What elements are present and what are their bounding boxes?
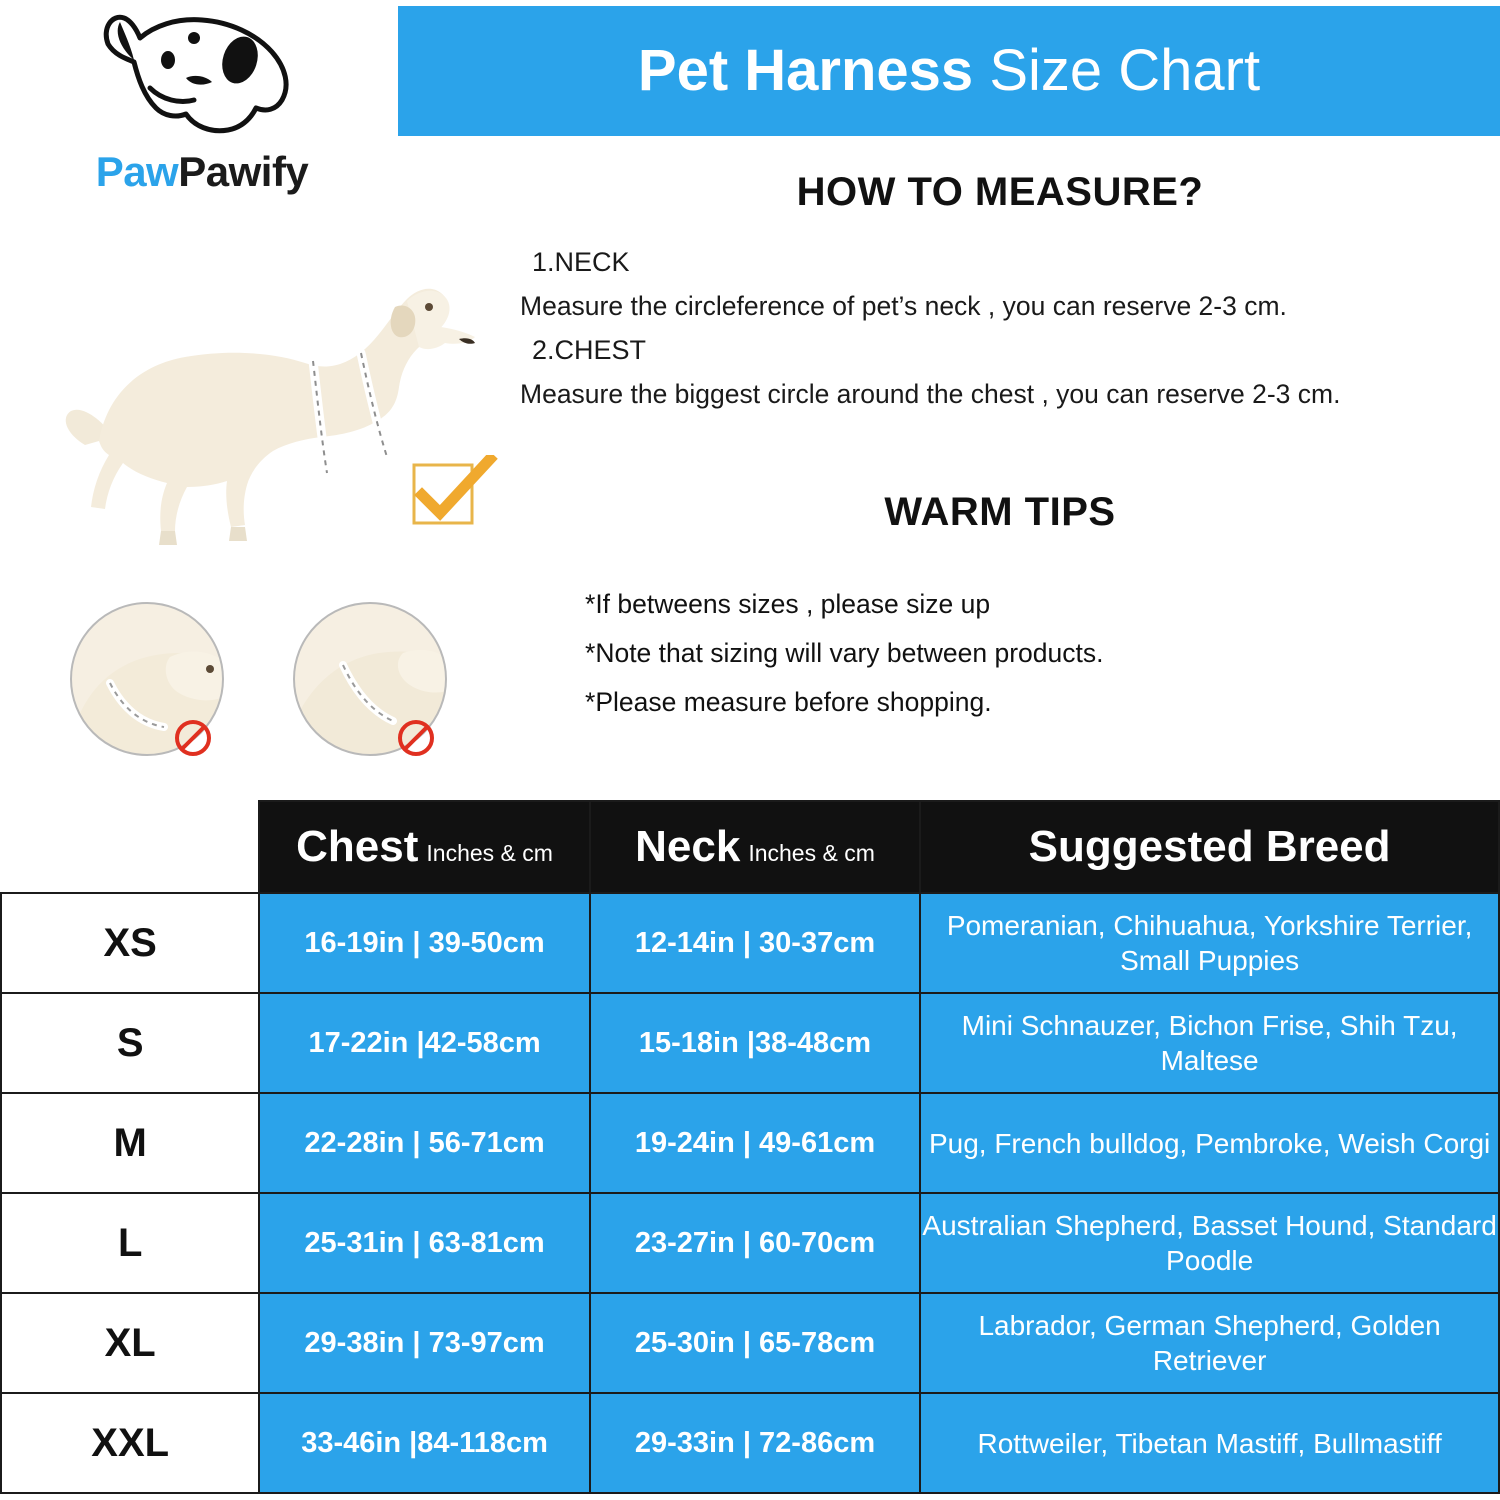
row-size-m: M xyxy=(1,1093,259,1193)
row-chest-xl: 29-38in | 73-97cm xyxy=(259,1293,589,1393)
table-row xyxy=(1,1093,1499,1193)
header-chest-units: Inches & cm xyxy=(426,840,553,866)
measure-step-1-title: 1.NECK xyxy=(532,247,630,277)
row-chest-s: 17-22in |42-58cm xyxy=(259,993,589,1093)
warm-tip-item: *If betweens sizes , please size up xyxy=(585,589,991,619)
measure-step-1-text: Measure the circleference of pet’s neck , you can reserve 2-3 cm. xyxy=(520,290,1287,321)
page-title-bold: Pet Harness xyxy=(637,38,974,103)
table-row xyxy=(1,1293,1499,1393)
row-breed-l: Australian Shepherd, Basset Hound, Standard Poodle xyxy=(920,1193,1499,1293)
warm-tips-body xyxy=(585,580,1485,727)
row-neck-xs: 12-14in | 30-37cm xyxy=(590,893,920,993)
row-size-xxl: XXL xyxy=(1,1393,259,1493)
brand-name-part2: Pawify xyxy=(178,148,309,195)
warm-tips-heading: WARM TIPS xyxy=(884,490,1116,534)
table-header-row xyxy=(1,801,1499,893)
warm-tip-item: *Note that sizing will vary between products. xyxy=(585,638,1104,669)
table-row xyxy=(1,993,1499,1093)
row-breed-xs: Pomeranian, Chihuahua, Yorkshire Terrier, Small Puppies xyxy=(920,893,1499,993)
header-neck-units: Inches & cm xyxy=(748,840,875,866)
measure-step-2-title: 2.CHEST xyxy=(532,335,647,366)
row-neck-l: 23-27in | 60-70cm xyxy=(590,1193,920,1293)
header-cell-neck xyxy=(590,801,920,893)
row-breed-m: Pug, French bulldog, Pembroke, Weish Corgi xyxy=(920,1093,1499,1193)
dog-neck-incorrect-photo xyxy=(60,595,235,770)
row-chest-l: 25-31in | 63-81cm xyxy=(259,1193,589,1293)
dog-back-incorrect-photo xyxy=(283,595,458,770)
header-cell-chest xyxy=(259,801,589,893)
row-size-l: L xyxy=(1,1193,259,1293)
row-size-xs: XS xyxy=(1,893,259,993)
table-row xyxy=(1,1393,1499,1493)
brand-name-part1: Paw xyxy=(95,148,179,195)
dog-head-icon xyxy=(90,8,300,143)
header-chest-label: Chest xyxy=(296,822,419,871)
row-chest-m: 22-28in | 56-71cm xyxy=(259,1093,589,1193)
header-neck-label: Neck xyxy=(635,822,741,871)
page-title-light: Size Chart xyxy=(989,38,1261,103)
orange-check-mark-icon xyxy=(408,455,498,535)
brand-name xyxy=(22,148,382,196)
table-row xyxy=(1,1193,1499,1293)
brand-logo xyxy=(10,8,390,208)
row-chest-xxl: 33-46in |84-118cm xyxy=(259,1393,589,1493)
size-chart-table xyxy=(0,800,1500,1494)
row-breed-xl: Labrador, German Shepherd, Golden Retriever xyxy=(920,1293,1499,1393)
row-neck-m: 19-24in | 49-61cm xyxy=(590,1093,920,1193)
row-size-xl: XL xyxy=(1,1293,259,1393)
table-row xyxy=(1,893,1499,993)
row-neck-s: 15-18in |38-48cm xyxy=(590,993,920,1093)
how-to-measure-body xyxy=(520,240,1480,417)
header-cell-blank xyxy=(1,801,259,893)
how-to-measure-heading: HOW TO MEASURE? xyxy=(796,170,1204,214)
row-chest-xs: 16-19in | 39-50cm xyxy=(259,893,589,993)
header-cell-breed: Suggested Breed xyxy=(920,801,1499,893)
page-title xyxy=(398,6,1500,136)
warm-tip-item: *Please measure before shopping. xyxy=(585,687,992,718)
row-neck-xxl: 29-33in | 72-86cm xyxy=(590,1393,920,1493)
measure-step-2-text: Measure the biggest circle around the chest , you can reserve 2-3 cm. xyxy=(520,378,1341,409)
row-breed-s: Mini Schnauzer, Bichon Frise, Shih Tzu, Maltese xyxy=(920,993,1499,1093)
row-neck-xl: 25-30in | 65-78cm xyxy=(590,1293,920,1393)
row-size-s: S xyxy=(1,993,259,1093)
row-breed-xxl: Rottweiler, Tibetan Mastiff, Bullmastiff xyxy=(920,1393,1499,1493)
